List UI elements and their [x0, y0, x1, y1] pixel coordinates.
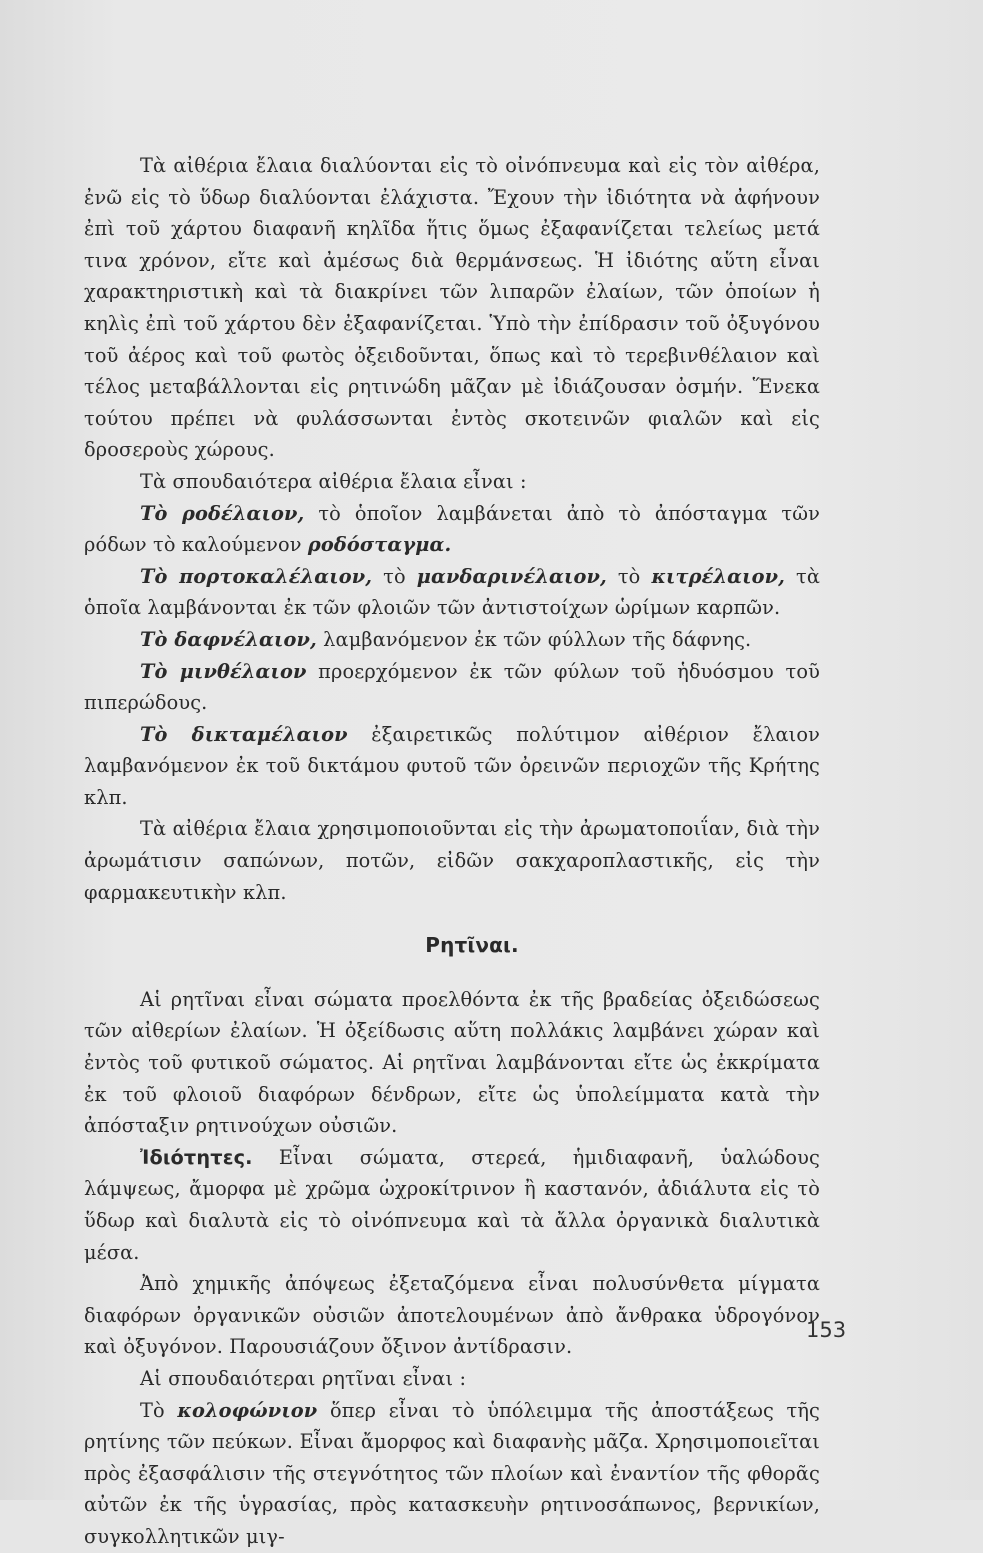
paragraph: Τὸ μινθέλαιον προερχόμενον ἐκ τῶν φύλων τοῦ ἡδυόσμου τοῦ πιπερώδους. [84, 659, 820, 715]
section-heading: Ρητῖναι. [425, 933, 519, 958]
term: Τὸ πορτοκαλέλαιον, [140, 564, 373, 588]
paragraph: Τὸ δαφνέλαιον, λαμβανόμενον ἐκ τῶν φύλλων τῆς δάφνης. [140, 627, 752, 651]
term: Τὸ μινθέλαιον [140, 659, 307, 683]
term: Τὸ ροδέλαιον, [140, 501, 305, 525]
term: ροδόσταγμα. [307, 533, 452, 557]
term: μανδαρινέλαιον, [416, 564, 607, 588]
paragraph: Τὸ κολοφώνιον ὅπερ εἶναι τὸ ὑπόλειμμα τῆς ἀποστάξεως τῆς ρητίνης τῶν πεύκων. Εἶναι ἄμορφος καὶ διαφανὴς μᾶζα. Χρησιμοποιεῖται πρὸς ἐξασφάλισιν τῆς στεγνότητος τῶν πλοίων καὶ ἐναντίον τῆς φθορᾶς αὐτῶν ἐκ τῆς ὑγρασίας, πρὸς κατασκευὴν ρητινοσάπωνος, βερνικίων, συγκολλητικῶν μιγ- [84, 1398, 820, 1548]
page-number: 153 [806, 1318, 847, 1342]
paragraph: Ἀπὸ χημικῆς ἀπόψεως ἐξεταζόμενα εἶναι πολυσύνθετα μίγματα διαφόρων ὀργανικῶν οὐσιῶν ἀποτελουμένων ἀπὸ ἄνθρακα ὑδρογόνον καὶ ὀξυγόνον. Παρουσιάζουν ὄξινον ἀντίδρασιν. [84, 1272, 820, 1359]
body-text [84, 150, 820, 1553]
paragraph: Τὸ ροδέλαιον, τὸ ὁποῖον λαμβάνεται ἀπὸ τὸ ἀπόσταγμα τῶν ρόδων τὸ καλούμενον ροδόσταγμα. [84, 501, 820, 557]
paragraph: Τὰ σπουδαιότερα αἰθέρια ἔλαια εἶναι : [140, 469, 527, 493]
paragraph: Τὰ αἰθέρια ἔλαια χρησιμοποιοῦνται εἰς τὴν ἀρωματοποιΐαν, διὰ τὴν ἀρωμάτισιν σαπώνων, ποτῶν, εἰδῶν σακχαροπλαστικῆς, εἰς τὴν φαρμακευτικὴν κλπ. [84, 817, 820, 904]
term: κιτρέλαιον, [651, 564, 786, 588]
paragraph: Τὸ πορτοκαλέλαιον, τὸ μανδαρινέλαιον, τὸ κιτρέλαιον, τὰ ὁποῖα λαμβάνονται ἐκ τῶν φλοιῶν τῶν ἀντιστοίχων ὡρίμων καρπῶν. [84, 564, 821, 620]
term: Τὸ δαφνέλαιον, [140, 627, 317, 651]
term: Ἰδιότητες. [140, 1145, 253, 1169]
paragraph: Αἱ σπουδαιότεραι ρητῖναι εἶναι : [140, 1366, 467, 1390]
term: κολοφώνιον [177, 1398, 318, 1422]
paragraph: Ἰδιότητες. Εἶναι σώματα, στερεά, ἡμιδιαφανῆ, ὑαλώδους λάμψεως, ἄμορφα μὲ χρῶμα ὠχροκίτρινον ἢ καστανόν, ἀδιάλυτα εἰς τὸ ὕδωρ καὶ διαλυτὰ εἰς τὸ οἰνόπνευμα καὶ τὰ ἄλλα ὀργανικὰ διαλυτικὰ μέσα. [84, 1145, 820, 1264]
paragraph: Τὰ αἰθέρια ἔλαια διαλύονται εἰς τὸ οἰνόπνευμα καὶ εἰς τὸν αἰθέρα, ἐνῶ εἰς τὸ ὕδωρ διαλύονται ἐλάχιστα. Ἔχουν τὴν ἰδιότητα νὰ ἀφήνουν ἐπὶ τοῦ χάρτου διαφανῆ κηλῖδα ἥτις ὅμως ἐξαφανίζεται τελείως μετά τινα χρόνον, εἴτε καὶ ἀμέσως διὰ θερμάνσεως. Ἡ ἰδιότης αὕτη εἶναι χαρακτηριστικὴ καὶ τὰ διακρίνει τῶν λιπαρῶν ἐλαίων, τῶν ὁποίων ἡ κηλὶς ἐπὶ τοῦ χάρτου δὲν ἐξαφανίζεται. Ὑπὸ τὴν ἐπίδρασιν τοῦ ὀξυγόνου τοῦ ἀέρος καὶ τοῦ φωτὸς ὀξειδοῦνται, ὅπως καὶ τὸ τερεβινθέλαιον καὶ τέλος μεταβάλλονται εἰς ρητινώδη μᾶζαν μὲ ἰδιάζουσαν ὀσμήν. Ἕνεκα τούτου πρέπει νὰ φυλάσσωνται ἐντὸς σκοτεινῶν φιαλῶν καὶ εἰς δροσεροὺς χώρους. [84, 154, 820, 462]
paragraph: Αἱ ρητῖναι εἶναι σώματα προελθόντα ἐκ τῆς βραδείας ὀξειδώσεως τῶν αἰθερίων ἐλαίων. Ἡ ὀξείδωσις αὕτη πολλάκις λαμβάνει χώραν καὶ ἐντὸς τοῦ φυτικοῦ σώματος. Αἱ ρητῖναι λαμβάνονται εἴτε ὡς ἐκκρίματα ἐκ τοῦ φλοιοῦ διαφόρων δένδρων, εἴτε ὡς ὑπολείμματα κατὰ τὴν ἀπόσταξιν ρητινούχων οὐσιῶν. [84, 987, 820, 1138]
paragraph: Τὸ δικταμέλαιον ἐξαιρετικῶς πολύτιμον αἰθέριον ἔλαιον λαμβανόμενον ἐκ τοῦ δικτάμου φυτοῦ τῶν ὀρεινῶν περιοχῶν τῆς Κρήτης κλπ. [84, 722, 821, 809]
term: Τὸ δικταμέλαιον [140, 722, 348, 746]
